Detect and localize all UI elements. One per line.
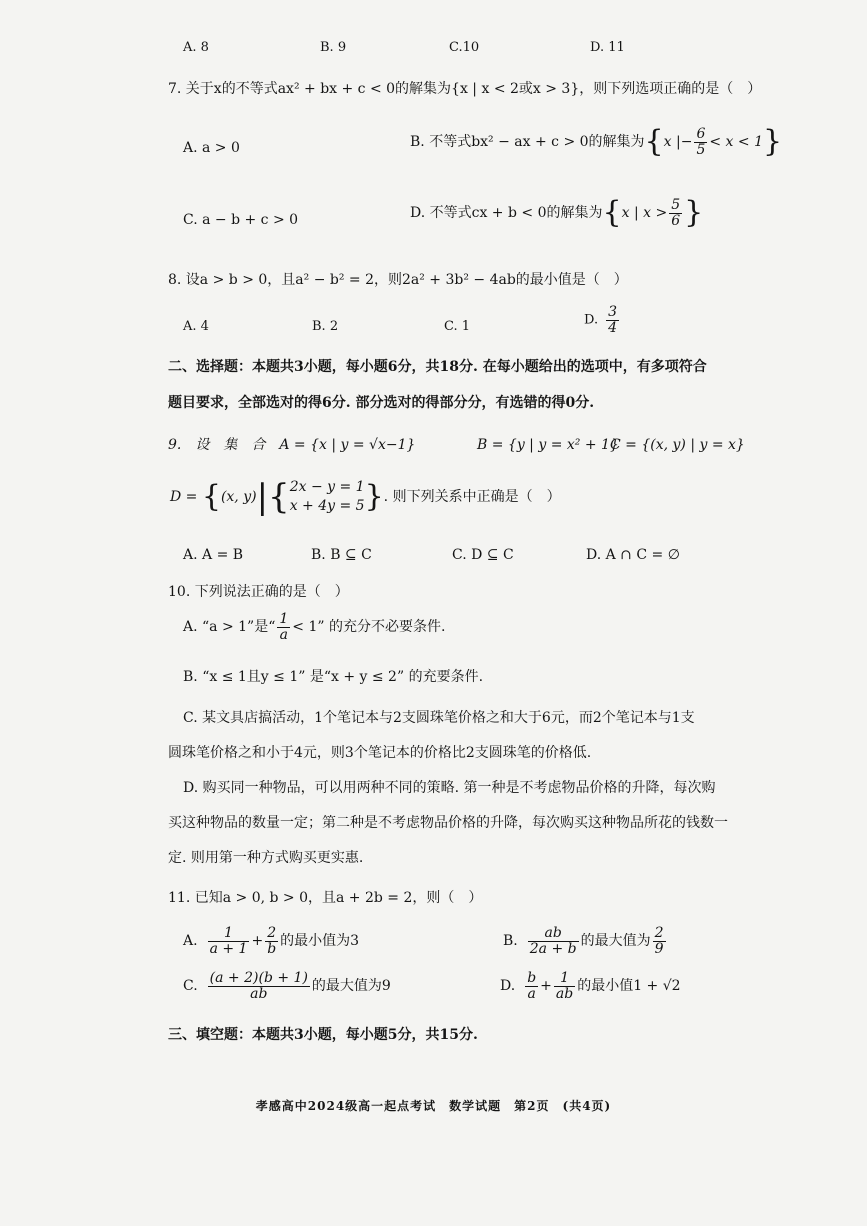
q11-c-post: 的最大值为9 <box>311 978 391 995</box>
q11-option-a <box>183 926 359 956</box>
q7-option-b: B. 不等式bx² − ax + c > 0的解集为{x |− $\frac{6}{5}$ < x < 1} <box>410 124 783 160</box>
q9-set-c: C = {(x, y) | y = x} <box>610 437 745 453</box>
option-b: B. 9 <box>320 40 347 55</box>
q8-option-c: C. 1 <box>444 319 471 334</box>
q7-b-den: 5 <box>696 141 706 158</box>
q11-d-f1-den: a <box>527 985 536 1002</box>
q11-c-label: C. <box>183 978 198 995</box>
q9-set-d: D = {(x, y)|{ 2x − y = 1 x + 4y = 5 }. 则下列关系中正确是（ ） <box>170 476 561 517</box>
q11-a-plus: + <box>251 933 264 950</box>
option-a: A. 8 <box>183 40 209 55</box>
q10-a-pre: A. “a > 1”是“ <box>183 619 276 636</box>
q7-b-text: B. 不等式bx² − ax + c > 0的解集为 <box>410 134 645 151</box>
q11-b-label: B. <box>503 933 518 950</box>
q9-option-a: A. A = B <box>183 547 244 563</box>
q9-option-c: C. D ⊆ C <box>452 547 514 563</box>
q11-b-num: ab <box>528 926 579 942</box>
q7-option-d: D. 不等式cx + b < 0的解集为{x | x > $\frac{5}{6}$ } <box>410 195 704 231</box>
section2-line2: 题目要求，全部选对的得6分. 部分选对的得部分分，有选错的得0分. <box>168 395 595 411</box>
q11-d-f2-den: ab <box>555 985 574 1002</box>
q8-d-num: 3 <box>608 304 618 320</box>
q9-eq2: x + 4y = 5 <box>289 497 365 514</box>
q8-d-label: D. <box>584 312 599 328</box>
q11-a-f1-num: 1 <box>208 926 250 942</box>
q9-d-set: (x, y) <box>220 488 257 505</box>
q11-a-post: 的最小值为3 <box>280 933 360 950</box>
q8-option-a: A. 4 <box>183 319 209 334</box>
q9-set-b: B = {y | y = x² + 1} <box>477 437 619 453</box>
q11-option-c <box>183 971 391 1001</box>
q7-b-set-left: x |− <box>663 134 693 151</box>
q11-option-b <box>503 926 668 956</box>
q10-option-d-line1: D. 购买同一种物品，可以用两种不同的策略. 第一种是不考虑物品价格的升降，每次购 <box>183 780 716 796</box>
q9-option-d: D. A ∩ C = ∅ <box>586 547 680 563</box>
q8-stem: 8. 设a > b > 0，且a² − b² = 2，则2a² + 3b² − 4ab的最小值是（ ） <box>168 272 628 288</box>
q10-option-b: B. “x ≤ 1且y ≤ 1” 是“x + y ≤ 2” 的充要条件. <box>183 669 484 685</box>
q7-b-num: 6 <box>696 126 706 142</box>
q11-a-f1-den: a + 1 <box>209 940 248 957</box>
q10-option-d-line2: 买这种物品的数量一定；第二种是不考虑物品价格的升降，每次购买这种物品所花的钱数一 <box>168 815 728 831</box>
q11-b-vden: 9 <box>654 940 664 957</box>
q10-option-d-line3: 定. 则用第一种方式购买更实惠. <box>168 850 364 866</box>
q8-option-d <box>584 305 621 335</box>
q7-b-set-right: < x < 1 <box>709 134 763 151</box>
q7-d-num: 5 <box>671 197 681 213</box>
q10-a-den: a <box>279 626 289 643</box>
q11-b-vnum: 2 <box>654 925 664 941</box>
q9-eq1: 2x − y = 1 <box>289 479 365 495</box>
q11-d-label: D. <box>500 978 516 995</box>
q11-d-post: 的最小值1 + √2 <box>577 978 681 995</box>
q7-option-c: C. a − b + c > 0 <box>183 212 299 228</box>
q11-d-plus: + <box>540 978 552 995</box>
q10-a-post: < 1” 的充分不必要条件. <box>292 619 446 636</box>
q11-b-den: 2a + b <box>529 940 577 957</box>
q9-option-b: B. B ⊆ C <box>311 547 372 563</box>
q7-stem: 7. 关于x的不等式ax² + bx + c < 0的解集为{x | x < 2或x > 3}，则下列选项正确的是（ ） <box>168 81 762 97</box>
q7-d-text: D. 不等式cx + b < 0的解集为 <box>410 205 603 222</box>
q11-c-den: ab <box>250 985 268 1002</box>
option-d: D. 11 <box>590 40 625 55</box>
q10-a-num: 1 <box>279 611 289 627</box>
q11-option-d <box>500 971 681 1001</box>
q10-stem: 10. 下列说法正确的是（ ） <box>168 584 349 600</box>
q7-d-set: x | x > <box>621 205 668 222</box>
q11-stem: 11. 已知a > 0, b > 0，且a + 2b = 2，则（ ） <box>168 890 483 906</box>
q11-b-mid: 的最大值为 <box>580 933 651 950</box>
q9-d-post: . 则下列关系中正确是（ ） <box>383 488 561 505</box>
q7-d-den: 6 <box>671 212 681 229</box>
q11-a-f2-den: b <box>267 940 277 957</box>
q11-c-num: (a + 2)(b + 1) <box>209 970 308 986</box>
page-footer: 孝感高中2024级高一起点考试 数学试题 第2页 (共4页) <box>255 1099 612 1113</box>
q7-option-a: A. a > 0 <box>183 140 240 156</box>
q8-option-b: B. 2 <box>312 319 339 334</box>
q9-d-pre: D = <box>170 488 202 505</box>
q10-option-a <box>183 612 445 642</box>
option-c: C.10 <box>449 40 480 55</box>
q11-d-f2-num: 1 <box>554 971 575 987</box>
q10-option-c-line2: 圆珠笔价格之和小于4元，则3个笔记本的价格比2支圆珠笔的价格低. <box>168 745 592 761</box>
q8-d-den: 4 <box>608 319 618 336</box>
section2-line1: 二、选择题：本题共3小题，每小题6分，共18分. 在每小题给出的选项中，有多项符合 <box>168 359 707 375</box>
q11-a-f2-num: 2 <box>265 926 278 942</box>
q10-option-c-line1: C. 某文具店搞活动，1个笔记本与2支圆珠笔价格之和大于6元，而2个笔记本与1支 <box>183 710 695 726</box>
q11-a-label: A. <box>183 933 198 950</box>
section3-heading: 三、填空题：本题共3小题，每小题5分，共15分. <box>168 1027 478 1043</box>
q11-d-f1-num: b <box>527 970 537 986</box>
q9-set-a: 9. 设 集 合 A = {x | y = √x−1} <box>168 437 416 453</box>
